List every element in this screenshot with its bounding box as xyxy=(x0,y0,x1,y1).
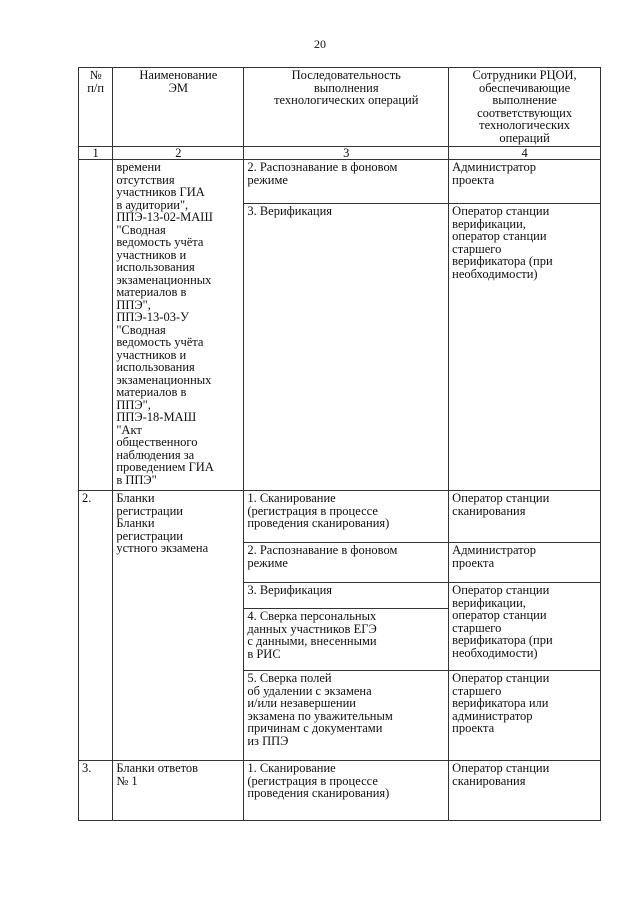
operation: 1. Сканирование (регистрация в процессе проведения сканирования) xyxy=(244,491,449,543)
column-number: 3 xyxy=(244,147,449,160)
table-row xyxy=(79,761,601,821)
operation: 2. Распознавание в фоновом режиме xyxy=(244,160,449,204)
staff: Оператор станции верификации, оператор станции старшего верификатора (при необходимости) xyxy=(449,204,601,491)
operation: 5. Сверка полей об удалении с экзамена и/или незавершении экзамена по уважительным причинам с документами из ППЭ xyxy=(244,671,449,761)
row-number: 3. xyxy=(79,761,113,821)
staff: Оператор станции сканирования xyxy=(449,761,601,821)
row-number xyxy=(79,160,113,491)
staff: Администратор проекта xyxy=(449,160,601,204)
column-number: 1 xyxy=(79,147,113,160)
operation: 3. Верификация xyxy=(244,204,449,491)
page-number: 20 xyxy=(314,37,326,51)
staff: Администратор проекта xyxy=(449,543,601,583)
table-row xyxy=(79,160,601,204)
header-number: № п/п xyxy=(79,68,113,147)
row-number: 2. xyxy=(79,491,113,761)
staff: Оператор станции сканирования xyxy=(449,491,601,543)
operation: 4. Сверка персональных данных участников ЕГЭ с данными, внесенными в РИС xyxy=(244,609,449,671)
staff: Оператор станции старшего верификатора или администратор проекта xyxy=(449,671,601,761)
header-name: Наименование ЭМ xyxy=(113,68,244,147)
column-number-row xyxy=(79,147,601,160)
operation: 3. Верификация xyxy=(244,583,449,609)
document-name: Бланки ответов № 1 xyxy=(113,761,244,821)
operation: 1. Сканирование (регистрация в процессе проведения сканирования) xyxy=(244,761,449,821)
table-header-row xyxy=(79,68,601,147)
column-number: 4 xyxy=(449,147,601,160)
operation: 2. Распознавание в фоновом режиме xyxy=(244,543,449,583)
staff: Оператор станции верификации, оператор станции старшего верификатора (при необходимости) xyxy=(449,583,601,671)
document-name: Бланки регистрации Бланки регистрации устного экзамена xyxy=(113,491,244,761)
header-sequence: Последовательность выполнения технологических операций xyxy=(244,68,449,147)
column-number: 2 xyxy=(113,147,244,160)
operations-table xyxy=(78,67,601,821)
document-name: времени отсутствия участников ГИА в аудитории", ППЭ-13-02-МАШ "Сводная ведомость учёта участников и использования экзаменационных материалов в ППЭ", ППЭ-13-03-У "Сводная ведомость учёта участников и использования экзаменационных материалов в ППЭ", ППЭ-18-МАШ "Акт общественного наблюдения за проведением ГИА в ППЭ" xyxy=(113,160,244,491)
table-row xyxy=(79,491,601,543)
header-staff: Сотрудники РЦОИ, обеспечивающие выполнение соответствующих технологических операций xyxy=(449,68,601,147)
